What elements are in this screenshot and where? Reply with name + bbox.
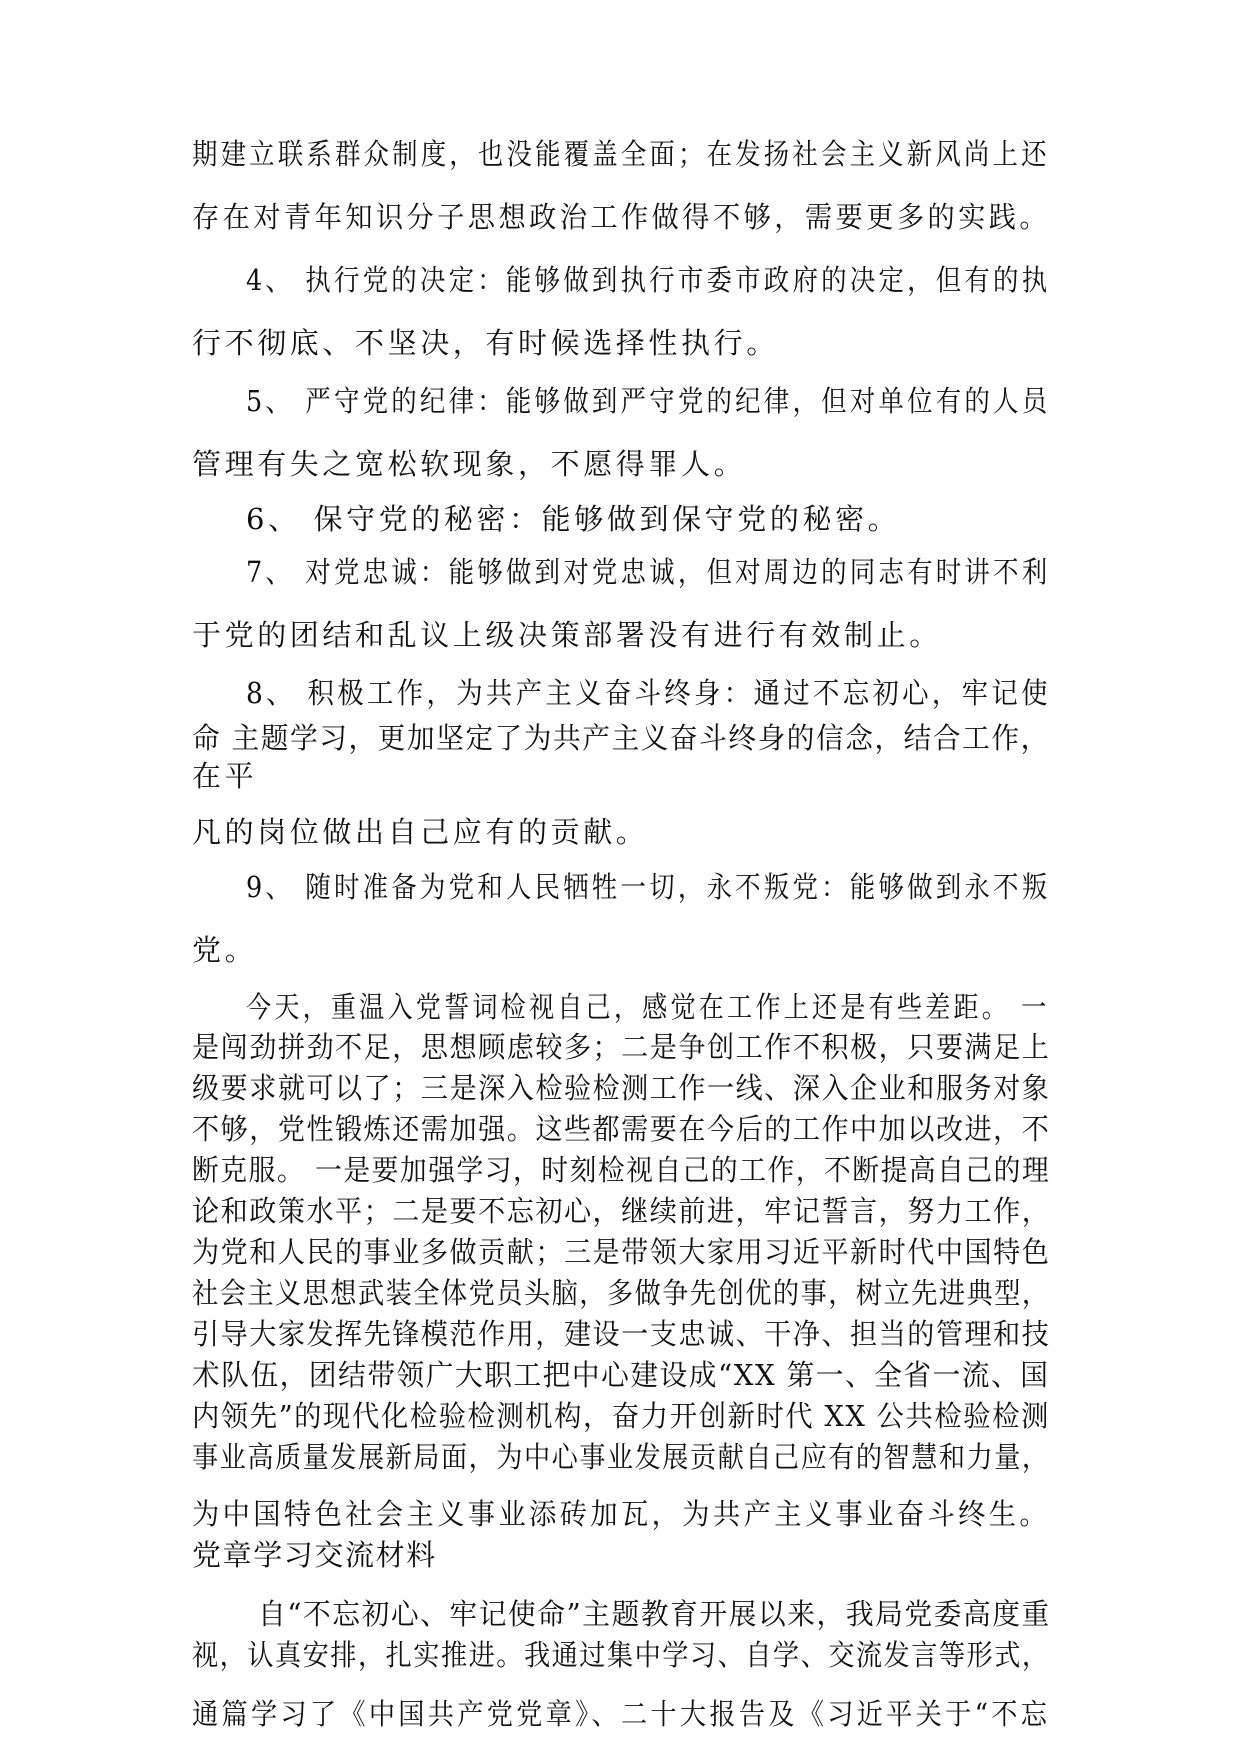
- text-line: 为党和人民的事业多做贡献；三是带领大家用习近平新时代中国特色: [192, 1235, 1051, 1269]
- text-line: 党。: [192, 933, 258, 967]
- text-line: 术队伍，团结带领广大职工把中心建设成“XX 第一、全省一流、国: [192, 1358, 1050, 1392]
- text-line: 是闯劲拼劲不足，思想顾虑较多；二是争创工作不积极，只要满足上: [192, 1030, 1051, 1064]
- text-line: 存在对青年知识分子思想政治工作做得不够，需要更多的实践。: [192, 200, 1051, 234]
- text-line: 4、 执行党的决定：能够做到执行市委市政府的决定，但有的执: [246, 263, 1051, 297]
- text-line: 行不彻底、不坚决，有时候选择性执行。: [192, 326, 779, 360]
- text-line: 引导大家发挥先锋模范作用，建设一支忠诚、干净、担当的管理和技: [192, 1317, 1051, 1351]
- text-line: 期建立联系群众制度，也没能覆盖全面；在发扬社会主义新风尚上还: [192, 137, 1050, 171]
- text-line: 断克服。 一是要加强学习，时刻检视自己的工作，不断提高自己的理: [192, 1153, 1051, 1187]
- text-line: 不够，党性锻炼还需加强。这些都需要在今后的工作中加以改进，不: [192, 1112, 1051, 1146]
- text-line: 管理有失之宽松软现象，不愿得罪人。: [192, 447, 747, 481]
- text-line: 为中国特色社会主义事业添砖加瓦，为共产主义事业奋斗终生。: [192, 1497, 1051, 1531]
- text-line: 在平: [192, 759, 258, 793]
- text-line: 事业高质量发展新局面，为中心事业发展贡献自己应有的智慧和力量，: [192, 1440, 1050, 1474]
- text-line: 通篇学习了《中国共产党党章》、二十大报告及《习近平关于“不忘: [192, 1697, 1051, 1731]
- text-line: 内领先”的现代化检验检测机构，奋力开创新时代 XX 公共检验检测: [192, 1399, 1050, 1433]
- text-line: 9、 随时准备为党和人民牺牲一切，永不叛党：能够做到永不叛: [246, 870, 1051, 904]
- text-line: 社会主义思想武装全体党员头脑，多做争先创优的事，树立先进典型，: [192, 1276, 1050, 1310]
- text-line: 命 主题学习，更加坚定了为共产主义奋斗终身的信念，结合工作，: [192, 721, 1050, 755]
- text-line: 于党的团结和乱议上级决策部署没有进行有效制止。: [192, 618, 942, 652]
- text-line: 7、 对党忠诚：能够做到对党忠诚，但对周边的同志有时讲不利: [246, 555, 1051, 589]
- text-line: 今天，重温入党誓词检视自己，感觉在工作上还是有些差距。 一: [246, 990, 1050, 1024]
- text-line: 凡的岗位做出自己应有的贡献。: [192, 815, 649, 849]
- text-line: 自“不忘初心、牢记使命”主题教育开展以来，我局党委高度重: [258, 1597, 1051, 1631]
- text-line: 5、 严守党的纪律：能够做到严守党的纪律，但对单位有的人员: [246, 384, 1051, 418]
- text-line: 视，认真安排，扎实推进。我通过集中学习、自学、交流发言等形式，: [192, 1638, 1050, 1672]
- text-line: 8、 积极工作，为共产主义奋斗终身：通过不忘初心，牢记使: [246, 676, 1051, 710]
- section-heading: 党章学习交流材料: [192, 1538, 437, 1572]
- text-line: 论和政策水平；二是要不忘初心，继续前进，牢记誓言，努力工作，: [192, 1194, 1051, 1228]
- text-line: 级要求就可以了；三是深入检验检测工作一线、深入企业和服务对象: [192, 1071, 1051, 1105]
- text-line: 6、 保守党的秘密：能够做到保守党的秘密。: [246, 502, 901, 536]
